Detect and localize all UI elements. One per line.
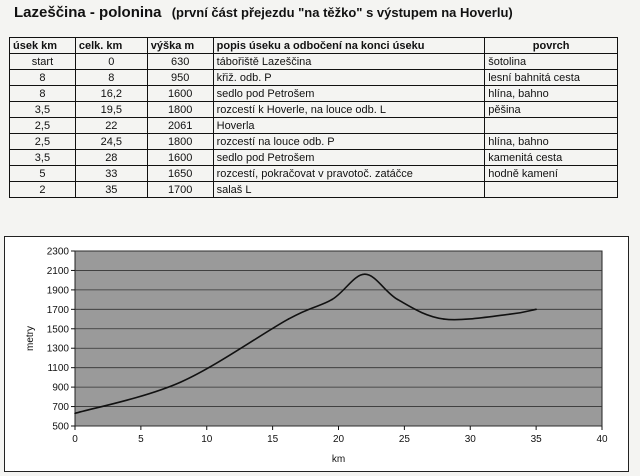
y-axis-title: metry (25, 326, 36, 351)
cell-popis: tábořiště Lazeščina (213, 54, 485, 70)
cell-usek-km: 5 (10, 166, 76, 182)
table-row (10, 70, 618, 86)
elevation-point (535, 309, 537, 311)
table-row (10, 166, 618, 182)
y-tick-label: 2300 (46, 246, 69, 258)
plot-area (75, 251, 602, 426)
table-row (10, 118, 618, 134)
cell-vyska-m: 1800 (147, 102, 213, 118)
cell-usek-km: 3,5 (10, 150, 76, 166)
cell-povrch (485, 118, 618, 134)
y-tick-label: 500 (52, 421, 69, 433)
y-tick-label: 1100 (47, 363, 69, 375)
cell-popis: salaš L (213, 182, 485, 198)
cell-celk-km: 8 (75, 70, 147, 86)
cell-usek-km: 2,5 (10, 134, 76, 150)
y-tick-label: 900 (52, 382, 69, 394)
y-tick-label: 1900 (46, 285, 69, 297)
cell-celk-km: 35 (75, 182, 147, 198)
cell-celk-km: 0 (75, 54, 147, 70)
x-tick-label: 5 (138, 434, 144, 445)
x-axis-title: km (331, 454, 346, 465)
x-tick-label: 25 (398, 434, 410, 445)
elevation-point (331, 299, 333, 301)
header-popis: popis úseku a odbočení na konci úseku (213, 38, 485, 54)
x-tick-label: 20 (332, 434, 345, 445)
cell-celk-km: 33 (75, 166, 147, 182)
cell-povrch: lesní bahnitá cesta (485, 70, 618, 86)
title-text: Lazeščina - polonina (14, 4, 162, 21)
table-header-row (10, 38, 618, 54)
cell-vyska-m: 950 (147, 70, 213, 86)
cell-povrch: hlína, bahno (485, 86, 618, 102)
x-tick-label: 0 (72, 434, 78, 445)
header-povrch: povrch (485, 38, 618, 54)
x-tick-label: 15 (267, 434, 279, 445)
table-row (10, 86, 618, 102)
cell-vyska-m: 1600 (147, 150, 213, 166)
cell-povrch: pěšina (485, 102, 618, 118)
cell-vyska-m: 1650 (147, 166, 213, 182)
y-tick-label: 700 (52, 402, 69, 414)
elevation-point (397, 299, 399, 301)
cell-popis: sedlo pod Petrošem (213, 86, 485, 102)
header-celk-km: celk. km (75, 38, 147, 54)
elevation-chart-svg (5, 237, 628, 471)
cell-popis: křiž. odb. P (213, 70, 485, 86)
elevation-chart (4, 236, 629, 472)
cell-celk-km: 19,5 (75, 102, 147, 118)
cell-povrch (485, 182, 618, 198)
cell-usek-km: 8 (10, 70, 76, 86)
cell-usek-km: 8 (10, 86, 76, 102)
table-row (10, 182, 618, 198)
cell-popis: rozcestí k Hoverle, na louce odb. L (213, 102, 485, 118)
cell-celk-km: 28 (75, 150, 147, 166)
y-tick-label: 1500 (46, 324, 69, 336)
table-row (10, 102, 618, 118)
cell-povrch: šotolina (485, 54, 618, 70)
table-body (10, 54, 618, 198)
header-vyska-m: výška m (147, 38, 213, 54)
cell-usek-km: start (10, 54, 76, 70)
elevation-point (443, 318, 445, 320)
x-tick-label: 35 (530, 434, 542, 445)
cell-vyska-m: 1700 (147, 182, 213, 198)
cell-popis: sedlo pod Petrošem (213, 150, 485, 166)
cell-celk-km: 24,5 (75, 134, 147, 150)
elevation-point (509, 313, 511, 315)
cell-povrch: hlína, bahno (485, 134, 618, 150)
cell-celk-km: 16,2 (75, 86, 147, 102)
cell-popis: rozcestí na louce odb. P (213, 134, 485, 150)
elevation-point (364, 273, 366, 275)
cell-vyska-m: 1800 (147, 134, 213, 150)
cell-usek-km: 3,5 (10, 102, 76, 118)
x-tick-label: 40 (596, 434, 608, 445)
cell-popis: rozcestí, pokračovat v pravotoč. zatáčce (213, 166, 485, 182)
cell-vyska-m: 2061 (147, 118, 213, 134)
route-table (9, 37, 618, 198)
cell-vyska-m: 630 (147, 54, 213, 70)
cell-usek-km: 2,5 (10, 118, 76, 134)
document-title (14, 4, 513, 21)
cell-popis: Hoverla (213, 118, 485, 134)
x-tick-label: 30 (464, 434, 476, 445)
y-tick-label: 1300 (46, 343, 69, 355)
elevation-point (180, 381, 182, 383)
cell-povrch: kamenitá cesta (485, 150, 618, 166)
x-tick-label: 10 (201, 434, 213, 445)
table-row (10, 54, 618, 70)
header-usek-km: úsek km (10, 38, 76, 54)
cell-usek-km: 2 (10, 182, 76, 198)
cell-celk-km: 22 (75, 118, 147, 134)
table-row (10, 150, 618, 166)
y-tick-label: 1700 (46, 304, 69, 316)
elevation-point (288, 318, 290, 320)
cell-vyska-m: 1600 (147, 86, 213, 102)
elevation-point (74, 413, 76, 415)
subtitle-text: (první část přejezdu "na těžko" s výstupem na Hoverlu) (171, 5, 513, 20)
y-tick-label: 2100 (46, 265, 69, 277)
table-row (10, 134, 618, 150)
cell-povrch: hodně kamení (485, 166, 618, 182)
